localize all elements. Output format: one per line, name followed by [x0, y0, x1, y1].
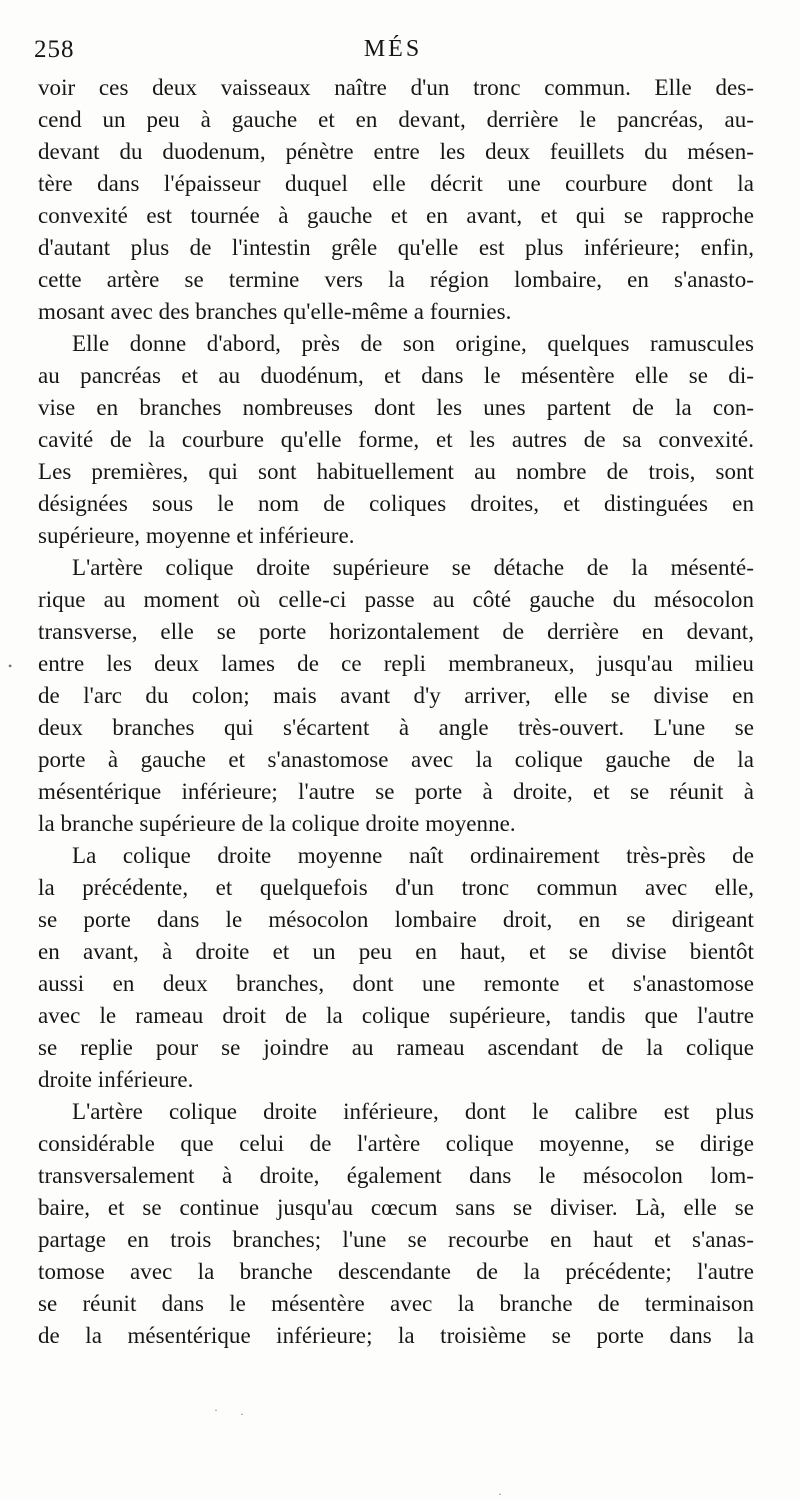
text-line: transverse, elle se porte horizontalement de derrière en devant,: [38, 619, 754, 644]
paragraph-4: [38, 840, 754, 1096]
text-line: cavité de la courbure qu'elle forme, et les autres de sa convexité.: [38, 427, 754, 452]
text-line: L'artère colique droite supérieure se détache de la mésenté-: [72, 555, 754, 580]
paper-speck: ·: [498, 1487, 502, 1501]
text-line: baire, et se continue jusqu'au cœcum sans se diviser. Là, elle se: [38, 1195, 754, 1220]
paragraph-3: [38, 552, 754, 840]
text-line: deux branches qui s'écartent à angle très-ouvert. L'une se: [38, 715, 754, 740]
text-line: mosant avec des branches qu'elle-même a fournies.: [38, 299, 512, 324]
text-line: partage en trois branches; l'une se recourbe en haut et s'anas-: [38, 1227, 754, 1252]
text-line: la branche supérieure de la colique droite moyenne.: [38, 811, 516, 836]
text-line: mésentérique inférieure; l'autre se porte à droite, et se réunit à: [38, 779, 754, 804]
text-line: d'autant plus de l'intestin grêle qu'elle est plus inférieure; enfin,: [38, 235, 754, 260]
text-line: la précédente, et quelquefois d'un tronc commun avec elle,: [38, 875, 754, 900]
text-line: tère dans l'épaisseur duquel elle décrit une courbure dont la: [38, 171, 754, 196]
text-line: Elle donne d'abord, près de son origine, quelques ramuscules: [72, 331, 754, 356]
text-line: de l'arc du colon; mais avant d'y arriver, elle se divise en: [38, 683, 754, 708]
paragraph-5: [38, 1096, 754, 1352]
text-line: cette artère se termine vers la région lombaire, en s'anasto-: [38, 267, 754, 292]
text-line: droite inférieure.: [38, 1067, 194, 1092]
page-header: [34, 36, 752, 72]
text-line: se replie pour se joindre au rameau ascendant de la colique: [38, 1035, 754, 1060]
text-line: tomose avec la branche descendante de la précédente; l'autre: [38, 1259, 754, 1284]
text-line: transversalement à droite, également dans le mésocolon lom-: [38, 1163, 754, 1188]
paragraph-2: [38, 328, 754, 552]
text-line: La colique droite moyenne naît ordinairement très-près de: [72, 843, 754, 868]
text-line: considérable que celui de l'artère colique moyenne, se dirige: [38, 1131, 754, 1156]
text-line: aussi en deux branches, dont une remonte et s'anastomose: [38, 971, 754, 996]
text-line: Les premières, qui sont habituellement au nombre de trois, sont: [38, 459, 754, 484]
running-head: MÉS: [363, 36, 423, 62]
text-line: cend un peu à gauche et en devant, derrière le pancréas, au-: [38, 107, 754, 132]
paper-speck: ·: [214, 1403, 218, 1417]
text-line: de la mésentérique inférieure; la troisième se porte dans la: [38, 1323, 754, 1348]
text-line: avec le rameau droit de la colique supérieure, tandis que l'autre: [38, 1003, 754, 1028]
text-line: supérieure, moyenne et inférieure.: [38, 523, 355, 548]
text-line: vise en branches nombreuses dont les unes partent de la con-: [38, 395, 754, 420]
margin-speck: •: [8, 659, 13, 673]
text-line: convexité est tournée à gauche et en avant, et qui se rapproche: [38, 203, 754, 228]
page-number: 258: [34, 36, 75, 63]
text-line: entre les deux lames de ce repli membraneux, jusqu'au milieu: [38, 651, 754, 676]
text-line: voir ces deux vaisseaux naître d'un tronc commun. Elle des-: [38, 75, 754, 100]
text-line: se réunit dans le mésentère avec la branche de terminaison: [38, 1291, 754, 1316]
text-line: se porte dans le mésocolon lombaire droit, en se dirigeant: [38, 907, 754, 932]
text-line: en avant, à droite et un peu en haut, et se divise bientôt: [38, 939, 754, 964]
text-line: devant du duodenum, pénètre entre les deux feuillets du mésen-: [38, 139, 754, 164]
text-line: L'artère colique droite inférieure, dont le calibre est plus: [72, 1099, 754, 1124]
paper-speck: ·: [240, 1407, 244, 1421]
text-line: porte à gauche et s'anastomose avec la colique gauche de la: [38, 747, 754, 772]
body-text: [38, 72, 754, 1352]
text-line: rique au moment où celle-ci passe au côté gauche du mésocolon: [38, 587, 754, 612]
text-line: désignées sous le nom de coliques droites, et distinguées en: [38, 491, 754, 516]
paragraph-1: [38, 72, 754, 328]
text-line: au pancréas et au duodénum, et dans le mésentère elle se di-: [38, 363, 754, 388]
